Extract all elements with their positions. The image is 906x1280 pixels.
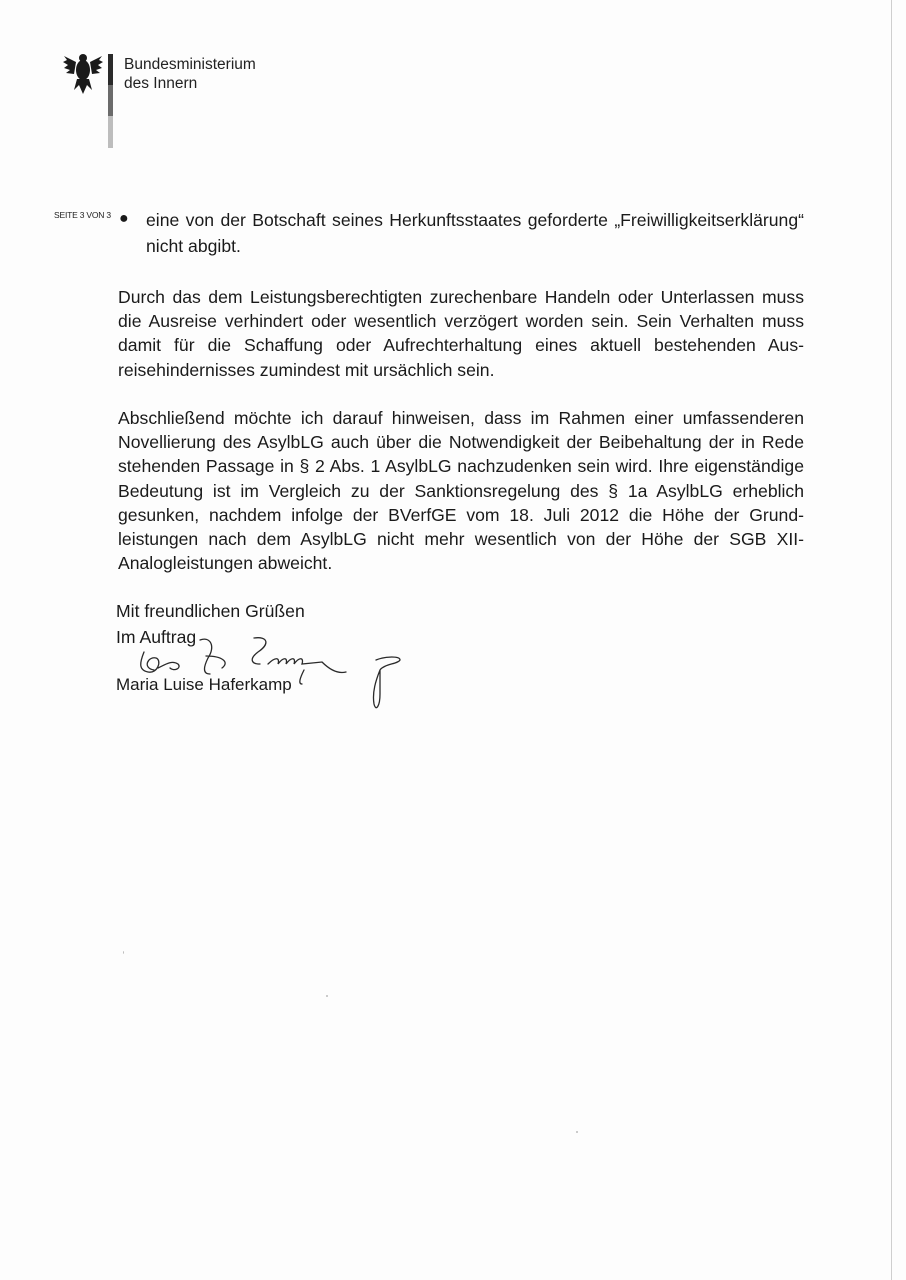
bullet-item-text: eine von der Botschaft seines Herkunftsstaates geforderte „Freiwilligkeitserklärung“ nicht abgibt. [146,210,804,256]
ministry-name-line1: Bundesministerium [124,56,256,73]
ministry-name [124,55,256,93]
ministry-color-bar [108,54,113,148]
closing-on-behalf: Im Auftrag [116,627,197,647]
closing-greeting: Mit freundlichen Grüßen [116,601,305,621]
signer-name: Maria Luise Haferkamp [116,675,292,694]
scan-edge [891,0,892,1280]
scan-speck [576,1131,578,1133]
ministry-name-line2: des Innern [124,75,198,92]
handwritten-signature-icon [118,634,418,714]
federal-eagle-icon [62,50,104,96]
scan-speck [123,951,124,954]
body-paragraph-1: Durch das dem Leistungsberechtigten zurechenbare Handeln oder Unterlassen muss die Ausreise verhindert oder wesentlich verzögert worden sein. Sein Verhalten muss damit für die Schaffung oder Aufrechterhaltung eines aktuell bestehenden Ausreisehindernisses zumindest mit ursächlich sein. [118,287,804,380]
body-paragraph-2: Abschließend möchte ich darauf hinweisen, dass im Rahmen einer umfassenderen Novellierung des AsylbLG auch über die Notwendigkeit der Beibehaltung der in Rede stehenden Passage in § 2 Abs. 1 AsylbLG nachzudenken sein wird. Ihre eigenständige Bedeutung ist im Vergleich zu der Sanktionsregelung des § 1a AsylbLG erheblich gesunken, nachdem infolge der BVerfGE vom 18. Juli 2012 die Höhe der Grundleistungen nach dem AsylbLG nicht mehr wesentlich von der Höhe der SGB XII-Analogleistungen abweicht. [118,408,804,574]
scan-speck [326,995,328,997]
page-number-label: SEITE 3 VON 3 [54,210,111,220]
bullet-icon: ● [119,210,129,227]
